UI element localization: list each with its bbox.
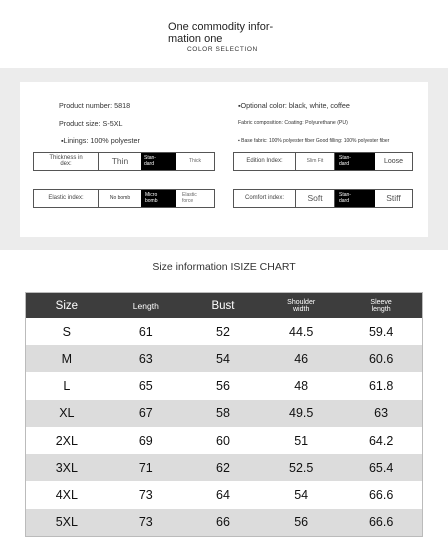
thickness-option-standard-line-1: Stan-	[144, 155, 156, 161]
cell-length: 73	[108, 509, 184, 537]
thickness-label-line-2: dex:	[60, 160, 72, 167]
cell-sleeve-length: 63	[340, 400, 422, 427]
cell-sleeve-length: 65.4	[340, 454, 422, 481]
table-row	[26, 509, 423, 537]
cell-bust: 54	[184, 345, 262, 372]
cell-shoulder-width: 49.5	[262, 400, 340, 427]
title-line-2: mation one	[168, 33, 223, 45]
cell-length: 73	[108, 481, 184, 508]
cell-size: XL	[26, 400, 108, 427]
edition-option-standard-line-2: dard	[339, 160, 350, 167]
elastic-label-text: Elastic index:	[48, 194, 84, 201]
base-fabric: ▪ Base fabric: 100% polyester fiber Good filling: 100% polyester fiber	[238, 138, 390, 144]
comfort-option-standard-line-2: dard	[339, 197, 350, 204]
thickness-option-standard-line-2: dard	[144, 160, 155, 167]
cell-length: 63	[108, 345, 184, 372]
thickness-option-standard	[141, 153, 176, 170]
thickness-option-thick	[176, 153, 214, 170]
cell-size: 4XL	[26, 481, 108, 508]
cell-sleeve-length: 60.6	[340, 345, 422, 372]
product-size: Product size: S-5XL	[59, 119, 123, 128]
optional-color: ▪Optional color: black, white, coffee	[238, 101, 350, 110]
comfort-scale	[233, 189, 413, 208]
comfort-option-standard	[335, 190, 375, 207]
edition-label-text: Edition Index:	[246, 157, 283, 164]
color-selection-subtitle: COLOR SELECTION	[187, 46, 258, 53]
cell-sleeve-length: 66.6	[340, 509, 422, 537]
size-chart-title: Size information ISIZE CHART	[152, 261, 296, 273]
linings: ▪Linings: 100% polyester	[61, 136, 140, 145]
page-title	[168, 21, 298, 45]
edition-option-slim-fit	[296, 153, 335, 170]
cell-bust: 60	[184, 427, 262, 454]
cell-length: 67	[108, 400, 184, 427]
header-size: Size	[26, 293, 108, 319]
header-sleeve-line-2: length	[371, 305, 391, 313]
cell-shoulder-width: 51	[262, 427, 340, 454]
cell-bust: 58	[184, 400, 262, 427]
table-row	[26, 400, 423, 427]
table-row	[26, 318, 423, 345]
comfort-option-stiff-text: Stiff	[386, 192, 401, 203]
table-row	[26, 345, 423, 372]
table-row	[26, 481, 423, 508]
cell-shoulder-width: 44.5	[262, 318, 340, 345]
edition-option-standard-line-1: Stan-	[339, 155, 351, 161]
cell-bust: 52	[184, 318, 262, 345]
thickness-label	[34, 153, 99, 170]
elastic-option-micro-bomb	[141, 190, 176, 207]
title-line-1: One commodity infor-	[168, 21, 274, 33]
cell-sleeve-length: 59.4	[340, 318, 422, 345]
edition-label	[234, 153, 296, 170]
elastic-scale	[33, 189, 215, 208]
cell-size: 5XL	[26, 509, 108, 537]
cell-bust: 66	[184, 509, 262, 537]
comfort-option-soft-text: Soft	[307, 192, 323, 203]
edition-scale	[233, 152, 413, 171]
comfort-option-stiff	[375, 190, 412, 207]
product-number: Product number: 5818	[59, 101, 131, 110]
elastic-label	[34, 190, 99, 207]
cell-bust: 62	[184, 454, 262, 481]
thickness-label-line-1: Thickness in	[49, 155, 83, 161]
cell-size: L	[26, 372, 108, 399]
cell-shoulder-width: 56	[262, 509, 340, 537]
comfort-label	[234, 190, 296, 207]
cell-size: 2XL	[26, 427, 108, 454]
cell-length: 61	[108, 318, 184, 345]
cell-length: 65	[108, 372, 184, 399]
edition-option-standard	[335, 153, 375, 170]
cell-shoulder-width: 54	[262, 481, 340, 508]
thickness-option-thin	[99, 153, 141, 170]
cell-shoulder-width: 48	[262, 372, 340, 399]
table-row	[26, 372, 423, 399]
thickness-option-thin-text: Thin	[111, 155, 129, 166]
cell-length: 69	[108, 427, 184, 454]
elastic-option-no-bomb-text: No bomb	[109, 194, 131, 201]
cell-length: 71	[108, 454, 184, 481]
edition-option-slim-fit-text: Slim Fit	[306, 157, 324, 164]
cell-sleeve-length: 66.6	[340, 481, 422, 508]
thickness-option-thick-text: Thick	[189, 157, 201, 164]
table-row	[26, 454, 423, 481]
elastic-option-elastic-force-line-1: Elastic	[182, 192, 197, 198]
comfort-option-standard-line-1: Stan-	[339, 192, 351, 198]
thickness-scale	[33, 152, 215, 171]
edition-option-loose	[375, 153, 412, 170]
size-chart-header-row	[26, 293, 423, 319]
cell-size: M	[26, 345, 108, 372]
header-sleeve-line-1: Sleeve	[370, 298, 392, 306]
cell-sleeve-length: 64.2	[340, 427, 422, 454]
product-info-card	[20, 82, 428, 237]
cell-shoulder-width: 52.5	[262, 454, 340, 481]
header-shoulder-width	[262, 293, 340, 319]
edition-option-loose-text: Loose	[383, 157, 404, 165]
header-length: Length	[108, 293, 184, 319]
cell-bust: 56	[184, 372, 262, 399]
size-chart-table	[25, 292, 423, 537]
comfort-label-text: Comfort index:	[244, 194, 284, 201]
elastic-option-micro-bomb-line-2: bomb	[145, 197, 158, 204]
header-bust: Bust	[184, 293, 262, 319]
elastic-option-elastic-force	[176, 190, 214, 207]
elastic-option-elastic-force-line-2: force	[182, 197, 194, 204]
cell-size: 3XL	[26, 454, 108, 481]
comfort-option-soft	[296, 190, 335, 207]
fabric-composition: Fabric composition: Coating: Polyurethane (PU)	[238, 120, 348, 126]
header-shoulder-line-1: Shoulder	[287, 298, 316, 306]
cell-shoulder-width: 46	[262, 345, 340, 372]
elastic-option-micro-bomb-line-1: Micro	[145, 192, 158, 198]
cell-size: S	[26, 318, 108, 345]
cell-bust: 64	[184, 481, 262, 508]
table-row	[26, 427, 423, 454]
elastic-option-no-bomb	[99, 190, 141, 207]
size-chart-body	[26, 318, 423, 537]
header-shoulder-line-2: width	[293, 305, 310, 313]
header-sleeve-length	[340, 293, 422, 319]
cell-sleeve-length: 61.8	[340, 372, 422, 399]
